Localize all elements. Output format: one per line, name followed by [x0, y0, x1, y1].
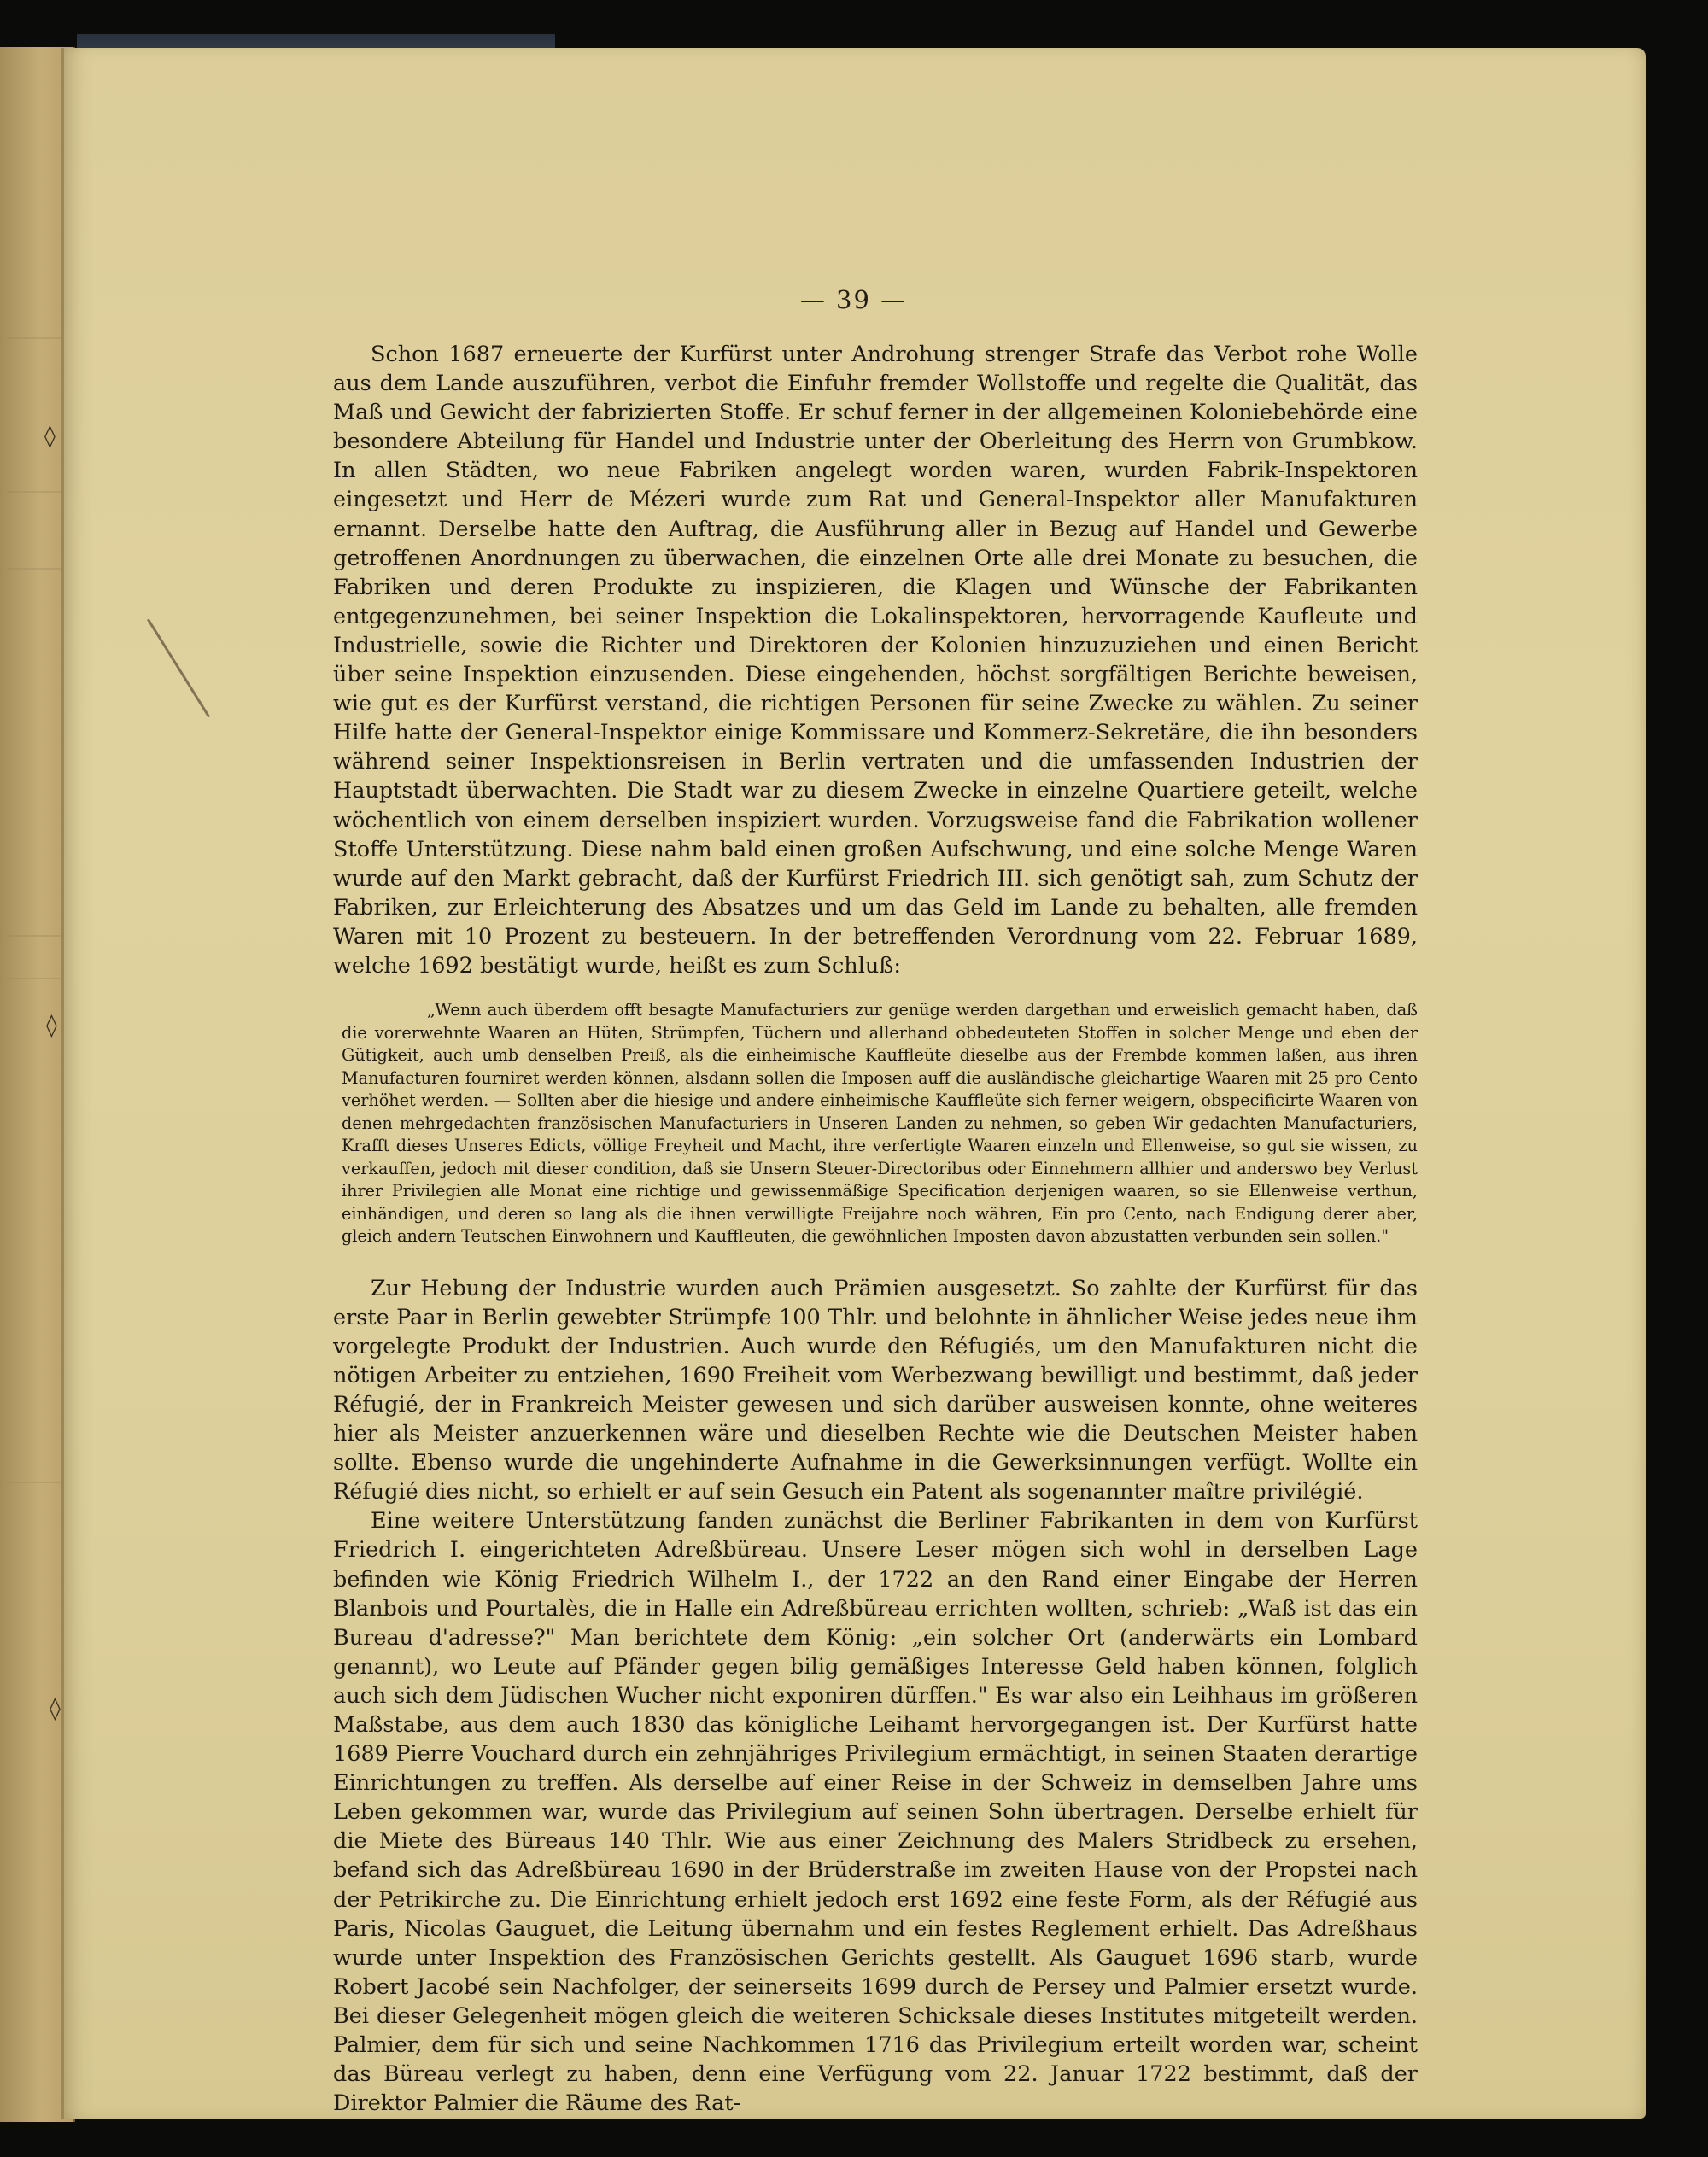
page-body: [333, 340, 1418, 2118]
margin-mark: ◊: [50, 1696, 61, 1722]
margin-mark: ◊: [46, 1013, 57, 1038]
book-page: [44, 48, 1646, 2119]
margin-mark: ◊: [44, 424, 56, 449]
margin-pencil-stroke: [147, 618, 210, 717]
paragraph-3: Eine weitere Unterstützung fanden zunächst die Berliner Fabrikanten in dem von Kurfürst Friedrich I. eingerichteten Adreßbüreau. Unsere Leser mögen sich wohl in derselben Lage befinden wie König Friedrich Wilhelm I., der 1722 an den Rand einer Eingabe der Herren Blanbois und Pourtalès, die in Halle ein Adreßbüreau errichten wollten, schrieb: „Waß ist das ein Bureau d'adresse?" Man berichtete dem König: „ein solcher Ort (anderwärts ein Lombard genannt), wo Leute auf Pfänder gegen bilig gemäßiges Interesse Geld haben können, folglich auch sich dem Jüdischen Wucher nicht exponiren dürffen." Es war also ein Leihhaus im größeren Maßstabe, aus dem auch 1830 das königliche Leihamt hervorgegangen ist. Der Kurfürst hatte 1689 Pierre Vouchard durch ein zehnjähriges Privilegium ermächtigt, in seinen Staaten derartige Einrichtungen zu treffen. Als derselbe auf einer Reise in der Schweiz in demselben Jahre ums Leben gekommen war, wurde das Privilegium auf seinen Sohn übertragen. Derselbe erhielt für die Miete des Büreaus 140 Thlr. Wie aus einer Zeichnung des Malers Stridbeck zu ersehen, befand sich das Adreßbüreau 1690 in der Brüderstraße im zweiten Hause von der Propstei nach der Petrikirche zu. Die Einrichtung erhielt jedoch erst 1692 eine feste Form, als der Réfugié aus Paris, Nicolas Gauguet, die Leitung übernahm und ein festes Reglement erhielt. Das Adreßhaus wurde unter Inspektion des Französischen Gerichts gestellt. Als Gauguet 1696 starb, wurde Robert Jacobé sein Nachfolger, der seinerseits 1699 durch de Persey und Palmier ersetzt wurde. Bei dieser Gelegenheit mögen gleich die weiteren Schicksale dieses Institutes mitgeteilt werden. Palmier, dem für sich und seine Nachkommen 1716 das Privilegium erteilt worden war, scheint das Büreau verlegt zu haben, denn eine Verfügung vom 22. Januar 1722 bestimmt, daß der Direktor Palmier die Räume des Rat-: [333, 1508, 1418, 2117]
paragraph-1: Schon 1687 erneuerte der Kurfürst unter Androhung strenger Strafe das Verbot rohe Wolle aus dem Lande auszuführen, verbot die Einfuhr fremder Wollstoffe und regelte die Qualität, das Maß und Gewicht der fabrizierten Stoffe. Er schuf ferner in der allgemeinen Koloniebehörde eine besondere Abteilung für Handel und Industrie unter der Oberleitung des Herrn von Grumbkow. In allen Städten, wo neue Fabriken angelegt worden waren, wurden Fabrik-Inspektoren eingesetzt und Herr de Mézeri wurde zum Rat und General-Inspektor aller Manufakturen ernannt. Derselbe hatte den Auftrag, die Ausführung aller in Bezug auf Handel und Gewerbe getroffenen Anordnungen zu überwachen, die einzelnen Orte alle drei Monate zu besuchen, die Fabriken und deren Produkte zu inspizieren, die Klagen und Wünsche der Fabrikanten entgegenzunehmen, bei seiner Inspektion die Lokalinspektoren, hervorragende Kaufleute und Industrielle, sowie die Richter und Direktoren der Kolonien hinzuzuziehen und einen Bericht über seine Inspektion einzusenden. Diese eingehenden, höchst sorgfältigen Berichte beweisen, wie gut es der Kurfürst verstand, die richtigen Personen für seine Zwecke zu wählen. Zu seiner Hilfe hatte der General-Inspektor einige Kommissare und Kommerz-Sekretäre, die ihn besonders während seiner Inspektionsreisen in Berlin vertraten und die umfassenden Industrien der Hauptstadt überwachten. Die Stadt war zu diesem Zwecke in einzelne Quartiere geteilt, welche wöchentlich von einem derselben inspiziert wurden. Vorzugsweise fand die Fabrikation wollener Stoffe Unterstützung. Diese nahm bald einen großen Aufschwung, und eine solche Menge Waren wurde auf den Markt gebracht, daß der Kurfürst Friedrich III. sich genötigt sah, zum Schutz der Fabriken, zur Erleichterung des Absatzes und um das Geld im Lande zu behalten, alle fremden Waren mit 10 Prozent zu besteuern. In der betreffenden Verordnung vom 22. Februar 1689, welche 1692 bestätigt wurde, heißt es zum Schluß:: [333, 342, 1418, 979]
paragraph-2: Zur Hebung der Industrie wurden auch Prämien ausgesetzt. So zahlte der Kurfürst für das erste Paar in Berlin gewebter Strümpfe 100 Thlr. und belohnte in ähnlicher Weise jedes neue ihm vorgelegte Produkt der Industrien. Auch wurde den Réfugiés, um den Manufakturen nicht die nötigen Arbeiter zu entziehen, 1690 Freiheit vom Werbezwang bewilligt und bestimmt, daß jeder Réfugié, der in Frankreich Meister gewesen und sich darüber ausweisen konnte, ohne weiteres hier als Meister anzuerkennen wäre und dieselben Rechte wie die Deutschen Meister haben sollte. Ebenso wurde die ungehinderte Aufnahme in die Gewerksinnungen verfügt. Wollte ein Réfugié dies nicht, so erhielt er auf sein Gesuch ein Patent als sogenannter maître privilégié.: [333, 1275, 1418, 1505]
quote-text: „Wenn auch überdem offt besagte Manufacturiers zur genüge werden dargethan und erweislich gemacht haben, daß die vorerwehnte Waaren an Hüten, Strümpfen, Tüchern und allerhand obbedeuteten Stoffen in solcher Menge und eben der Gütigkeit, auch umb denselben Preiß, als die einheimische Kauffleüte dieselbe aus der Frembde kommen laßen, aus ihren Manufacturen fourniret werden können, alsdann sollen die Imposen auff die ausländische gleichartige Waaren mit 25 pro Cento verhöhet werden. — Sollten aber die hiesige und andere einheimische Kauffleüte sich ferner weigern, obspecificirte Waaren von denen mehrgedachten französischen Manufacturiers in Unseren Landen zu nehmen, so geben Wir gedachten Manufacturiers, Krafft dieses Unseres Edicts, völlige Freyheit und Macht, ihre verfertigte Waaren einzeln und Ellenweise, so gut sie wissen, zu verkauffen, jedoch mit dieser condition, daß sie Unsern Steuer-Directoribus oder Einnehmern allhier und anderswo bey Verlust ihrer Privilegien alle Monat eine richtige und gewissenmäßige Specification derjenigen waaren, so sie Ellenweise verthun, einhändigen, und deren so lang als die ihnen verwilligte Freijahre noch währen, Ein pro Cento, nach Endigung derer aber, gleich andern Teutschen Einwohnern und Kauffleuten, die gewöhnlichen Imposten davon abzustatten verbunden sein sollen.": [342, 1000, 1418, 1247]
page-number: — 39 —: [799, 285, 908, 314]
page-edge: [61, 48, 64, 2119]
block-quote: [333, 999, 1418, 1248]
